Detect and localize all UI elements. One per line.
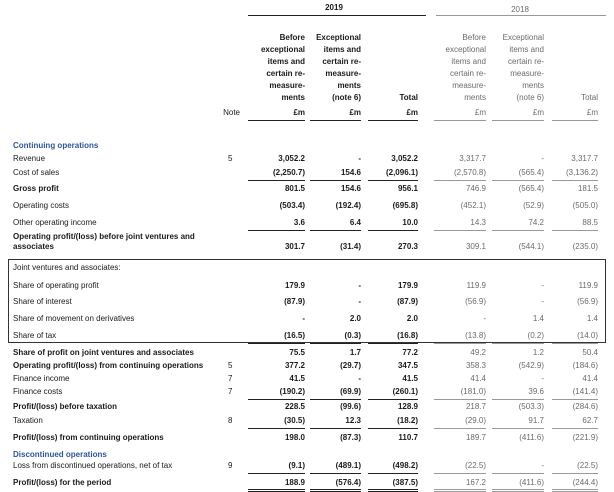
cell-c4: 309.1	[465, 242, 486, 251]
column-header-exc-2018-line: measure-	[510, 69, 544, 78]
unit-label: £m	[474, 108, 486, 117]
cell-c4: 189.7	[465, 433, 486, 442]
subtotal-rule	[552, 428, 598, 429]
jv-heading: Joint ventures and associates:	[13, 263, 121, 272]
cell-c3: 347.5	[397, 361, 418, 370]
header-rule	[248, 120, 305, 121]
cell-c4: 746.9	[465, 184, 486, 193]
cell-c2: 6.4	[349, 218, 361, 227]
subtotal-rule	[248, 473, 305, 474]
cell-c3: (18.2)	[397, 416, 418, 425]
column-header-exc-2019-line: (note 6)	[332, 93, 361, 102]
section-continuing: Continuing operations	[13, 141, 99, 150]
unit-label: £m	[586, 108, 598, 117]
total-double-rule	[492, 489, 544, 490]
subtotal-rule	[552, 399, 598, 400]
cell-c1: 41.5	[289, 374, 305, 383]
note-column-header: Note	[223, 108, 240, 117]
cell-c3: 270.3	[397, 242, 418, 251]
subtotal-rule	[310, 473, 361, 474]
cell-c5: (0.2)	[527, 331, 544, 340]
row-note: 7	[228, 387, 233, 396]
cell-c6: (141.4)	[572, 387, 598, 396]
cell-c1: 188.9	[284, 478, 305, 487]
cell-c2: (0.3)	[344, 331, 361, 340]
cell-c2: -	[358, 374, 361, 383]
cell-c3: (695.8)	[392, 201, 418, 210]
row-label-continued: associates	[13, 242, 54, 251]
subtotal-rule	[434, 399, 486, 400]
column-header-before-2019-line: ments	[281, 93, 305, 102]
column-header-exc-2018-line: Exceptional	[502, 33, 544, 42]
row-label: Cost of sales	[13, 168, 60, 177]
subtotal-rule	[492, 230, 544, 231]
cell-c4: 119.9	[466, 281, 486, 290]
cell-c4: (181.0)	[460, 387, 486, 396]
cell-c3: (387.5)	[392, 478, 418, 487]
cell-c6: 62.7	[582, 416, 598, 425]
year-2018-rule	[436, 15, 606, 16]
row-note: 5	[228, 361, 233, 370]
subtotal-rule	[434, 230, 486, 231]
cell-c5: 91.7	[528, 416, 544, 425]
cell-c6: (244.4)	[572, 478, 598, 487]
row-note: 5	[228, 154, 233, 163]
cell-c2: (31.4)	[340, 242, 361, 251]
cell-c6: 88.5	[582, 218, 598, 227]
cell-c5: (52.9)	[523, 201, 544, 210]
cell-c3: (87.9)	[397, 297, 418, 306]
cell-c6: (22.5)	[577, 461, 598, 470]
cell-c3: (2,096.1)	[385, 168, 418, 177]
subtotal-rule	[492, 180, 544, 181]
cell-c6: 3,317.7	[571, 154, 598, 163]
cell-c5: (565.4)	[518, 184, 544, 193]
cell-c2: (87.3)	[340, 433, 361, 442]
subtotal-rule	[552, 473, 598, 474]
cell-c4: (452.1)	[460, 201, 486, 210]
cell-c5: (411.6)	[519, 433, 544, 442]
cell-c1: (87.9)	[284, 297, 305, 306]
cell-c5: -	[541, 154, 544, 163]
subtotal-rule	[552, 343, 598, 344]
cell-c4: 41.4	[470, 374, 486, 383]
year-2019-rule	[248, 15, 426, 16]
cell-c2: -	[358, 297, 361, 306]
column-header-before-2019-line: certain re-	[266, 69, 305, 78]
cell-c1: 801.5	[284, 184, 305, 193]
subtotal-rule	[552, 180, 598, 181]
subtotal-rule	[434, 343, 486, 344]
column-header-exc-2019-line: Exceptional	[316, 33, 361, 42]
cell-c2: (99.6)	[340, 402, 361, 411]
cell-c3: 41.5	[402, 374, 418, 383]
cell-c2: 1.7	[349, 348, 361, 357]
subtotal-rule	[368, 230, 418, 231]
total-double-rule	[434, 489, 486, 490]
cell-c5: (503.3)	[518, 402, 544, 411]
cell-c1: (503.4)	[279, 201, 305, 210]
column-header-exc-2018-line: (note 6)	[516, 93, 544, 102]
cell-c4: 14.3	[470, 218, 486, 227]
subtotal-rule	[368, 343, 418, 344]
year-2018: 2018	[511, 5, 529, 14]
cell-c1: -	[302, 314, 305, 323]
subtotal-rule	[434, 473, 486, 474]
cell-c2: 2.0	[349, 314, 361, 323]
cell-c6: (56.9)	[577, 297, 598, 306]
cell-c2: 154.6	[340, 184, 361, 193]
header-rule	[310, 120, 361, 121]
subtotal-rule	[248, 343, 305, 344]
cell-c4: -	[483, 314, 486, 323]
cell-c5: 1.4	[532, 314, 544, 323]
row-label: Share of operating profit	[13, 281, 99, 290]
cell-c4: 167.2	[465, 478, 486, 487]
cell-c2: -	[358, 154, 361, 163]
column-header-before-2018-line: Before	[462, 33, 486, 42]
cell-c1: (190.2)	[279, 387, 305, 396]
cell-c1: 228.5	[284, 402, 305, 411]
row-note: 8	[228, 416, 233, 425]
row-label: Finance costs	[13, 387, 63, 396]
subtotal-rule	[310, 399, 361, 400]
column-header-before-2018-line: exceptional	[445, 45, 486, 54]
column-header-before-2018-line: certain re-	[449, 69, 486, 78]
subtotal-rule	[492, 343, 544, 344]
row-label: Gross profit	[13, 184, 59, 193]
subtotal-rule	[368, 473, 418, 474]
header-rule	[492, 120, 544, 121]
total-double-rule	[248, 489, 305, 490]
unit-label: £m	[532, 108, 544, 117]
cell-c5: -	[541, 281, 544, 290]
unit-label: £m	[293, 108, 305, 117]
row-label: Share of tax	[13, 331, 57, 340]
cell-c4: (56.9)	[465, 297, 486, 306]
column-header-before-2019-line: exceptional	[260, 45, 305, 54]
row-label: Operating profit/(loss) before joint ventures and	[13, 232, 195, 241]
subtotal-rule	[310, 230, 361, 231]
cell-c5: (565.4)	[518, 168, 544, 177]
cell-c1: (30.5)	[284, 416, 305, 425]
cell-c4: 218.7	[465, 402, 486, 411]
cell-c2: (576.4)	[335, 478, 361, 487]
header-rule	[552, 120, 598, 121]
cell-c1: (2,250.7)	[272, 168, 305, 177]
subtotal-rule	[248, 230, 305, 231]
cell-c1: 198.0	[284, 433, 305, 442]
cell-c4: 358.3	[465, 361, 486, 370]
subtotal-rule	[434, 180, 486, 181]
row-label: Revenue	[13, 154, 46, 163]
cell-c4: 49.2	[470, 348, 486, 357]
row-note: 9	[228, 461, 233, 470]
cell-c2: (192.4)	[335, 201, 361, 210]
cell-c2: 154.6	[340, 168, 361, 177]
cell-c5: -	[541, 374, 544, 383]
cell-c5: (542.9)	[518, 361, 544, 370]
column-header-exc-2018-line: items and	[509, 45, 544, 54]
cell-c6: 119.9	[578, 281, 598, 290]
row-label: Profit/(loss) from continuing operations	[13, 433, 164, 442]
cell-c4: (29.0)	[465, 416, 486, 425]
unit-label: £m	[406, 108, 418, 117]
cell-c2: (69.9)	[340, 387, 361, 396]
subtotal-rule	[310, 343, 361, 344]
cell-c1: 75.5	[289, 348, 305, 357]
cell-c6: (221.9)	[572, 433, 598, 442]
row-label: Share of interest	[13, 297, 72, 306]
subtotal-rule	[368, 428, 418, 429]
cell-c6: (14.0)	[577, 331, 598, 340]
total-double-rule	[368, 489, 418, 490]
section-discontinued: Discontinued operations	[13, 450, 107, 459]
cell-c6: 41.4	[582, 374, 598, 383]
cell-c5: (411.6)	[519, 478, 544, 487]
cell-c4: (13.8)	[465, 331, 486, 340]
column-header-exc-2018-line: ments	[522, 81, 544, 90]
column-header-before-2018-line: items and	[451, 57, 486, 66]
row-label: Finance income	[13, 374, 70, 383]
cell-c3: 3,052.2	[391, 154, 418, 163]
year-2019: 2019	[325, 3, 343, 12]
cell-c3: (498.2)	[392, 461, 418, 470]
cell-c6: (184.6)	[572, 361, 598, 370]
column-header-exc-2019-line: items and	[323, 45, 361, 54]
cell-c2: 12.3	[345, 416, 361, 425]
unit-label: £m	[349, 108, 361, 117]
header-rule	[434, 120, 486, 121]
cell-c3: 128.9	[397, 402, 418, 411]
cell-c4: (2,570.8)	[453, 168, 486, 177]
row-label: Operating costs	[13, 201, 70, 210]
column-header-total-2019-line: Total	[399, 93, 418, 102]
cell-c5: -	[541, 297, 544, 306]
column-header-before-2018-line: ments	[464, 93, 486, 102]
subtotal-rule	[248, 180, 305, 181]
cell-c3: 77.2	[402, 348, 418, 357]
cell-c6: 1.4	[586, 314, 598, 323]
row-label: Other operating income	[13, 218, 97, 227]
subtotal-rule	[368, 399, 418, 400]
subtotal-rule	[368, 180, 418, 181]
cell-c1: (9.1)	[288, 461, 305, 470]
column-header-before-2019-line: Before	[279, 33, 305, 42]
cell-c4: 3,317.7	[459, 154, 486, 163]
cell-c3: 956.1	[397, 184, 418, 193]
cell-c1: 3,052.2	[278, 154, 305, 163]
row-label: Share of movement on derivatives	[13, 314, 135, 323]
cell-c1: 301.7	[284, 242, 305, 251]
cell-c3: 10.0	[402, 218, 418, 227]
subtotal-rule	[310, 428, 361, 429]
column-header-total-2018-line: Total	[581, 93, 598, 102]
cell-c3: 2.0	[406, 314, 418, 323]
row-label: Loss from discontinued operations, net of tax	[13, 461, 173, 470]
row-label: Taxation	[13, 416, 43, 425]
cell-c2: (489.1)	[335, 461, 361, 470]
cell-c6: (505.0)	[572, 201, 598, 210]
cell-c4: (22.5)	[465, 461, 486, 470]
subtotal-rule	[492, 473, 544, 474]
subtotal-rule	[248, 399, 305, 400]
subtotal-rule	[552, 230, 598, 231]
row-label: Profit/(loss) for the period	[13, 478, 112, 487]
column-header-before-2019-line: items and	[267, 57, 305, 66]
cell-c5: -	[541, 461, 544, 470]
cell-c6: (3,136.2)	[565, 168, 598, 177]
header-rule	[368, 120, 418, 121]
total-double-rule	[552, 489, 598, 490]
cell-c2: (29.7)	[340, 361, 361, 370]
column-header-exc-2018-line: certain re-	[507, 57, 544, 66]
row-note: 7	[228, 374, 233, 383]
cell-c3: (16.8)	[397, 331, 418, 340]
cell-c6: (235.0)	[572, 242, 598, 251]
cell-c5: 1.2	[532, 348, 544, 357]
cell-c6: 181.5	[577, 184, 598, 193]
cell-c5: (544.1)	[518, 242, 544, 251]
column-header-exc-2019-line: ments	[337, 81, 361, 90]
cell-c3: 110.7	[398, 433, 418, 442]
cell-c6: (284.6)	[572, 402, 598, 411]
cell-c1: 3.6	[293, 218, 305, 227]
cell-c3: (260.1)	[392, 387, 418, 396]
cell-c2: -	[358, 281, 361, 290]
subtotal-rule	[492, 428, 544, 429]
row-label: Profit/(loss) before taxation	[13, 402, 118, 411]
subtotal-rule	[248, 428, 305, 429]
column-header-exc-2019-line: certain re-	[322, 57, 361, 66]
row-label: Operating profit/(loss) from continuing operations	[13, 361, 204, 370]
subtotal-rule	[434, 428, 486, 429]
cell-c5: 39.6	[528, 387, 544, 396]
row-label: Share of profit on joint ventures and associates	[13, 348, 194, 357]
total-double-rule	[310, 489, 361, 490]
cell-c1: 179.9	[284, 281, 305, 290]
column-header-exc-2019-line: measure-	[325, 69, 361, 78]
cell-c6: 50.4	[582, 348, 598, 357]
cell-c1: (16.5)	[284, 331, 305, 340]
subtotal-rule	[310, 180, 361, 181]
cell-c5: 74.2	[528, 218, 544, 227]
cell-c3: 179.9	[397, 281, 418, 290]
subtotal-rule	[492, 399, 544, 400]
column-header-before-2018-line: measure-	[452, 81, 486, 90]
column-header-before-2019-line: measure-	[269, 81, 305, 90]
cell-c1: 377.2	[284, 361, 305, 370]
